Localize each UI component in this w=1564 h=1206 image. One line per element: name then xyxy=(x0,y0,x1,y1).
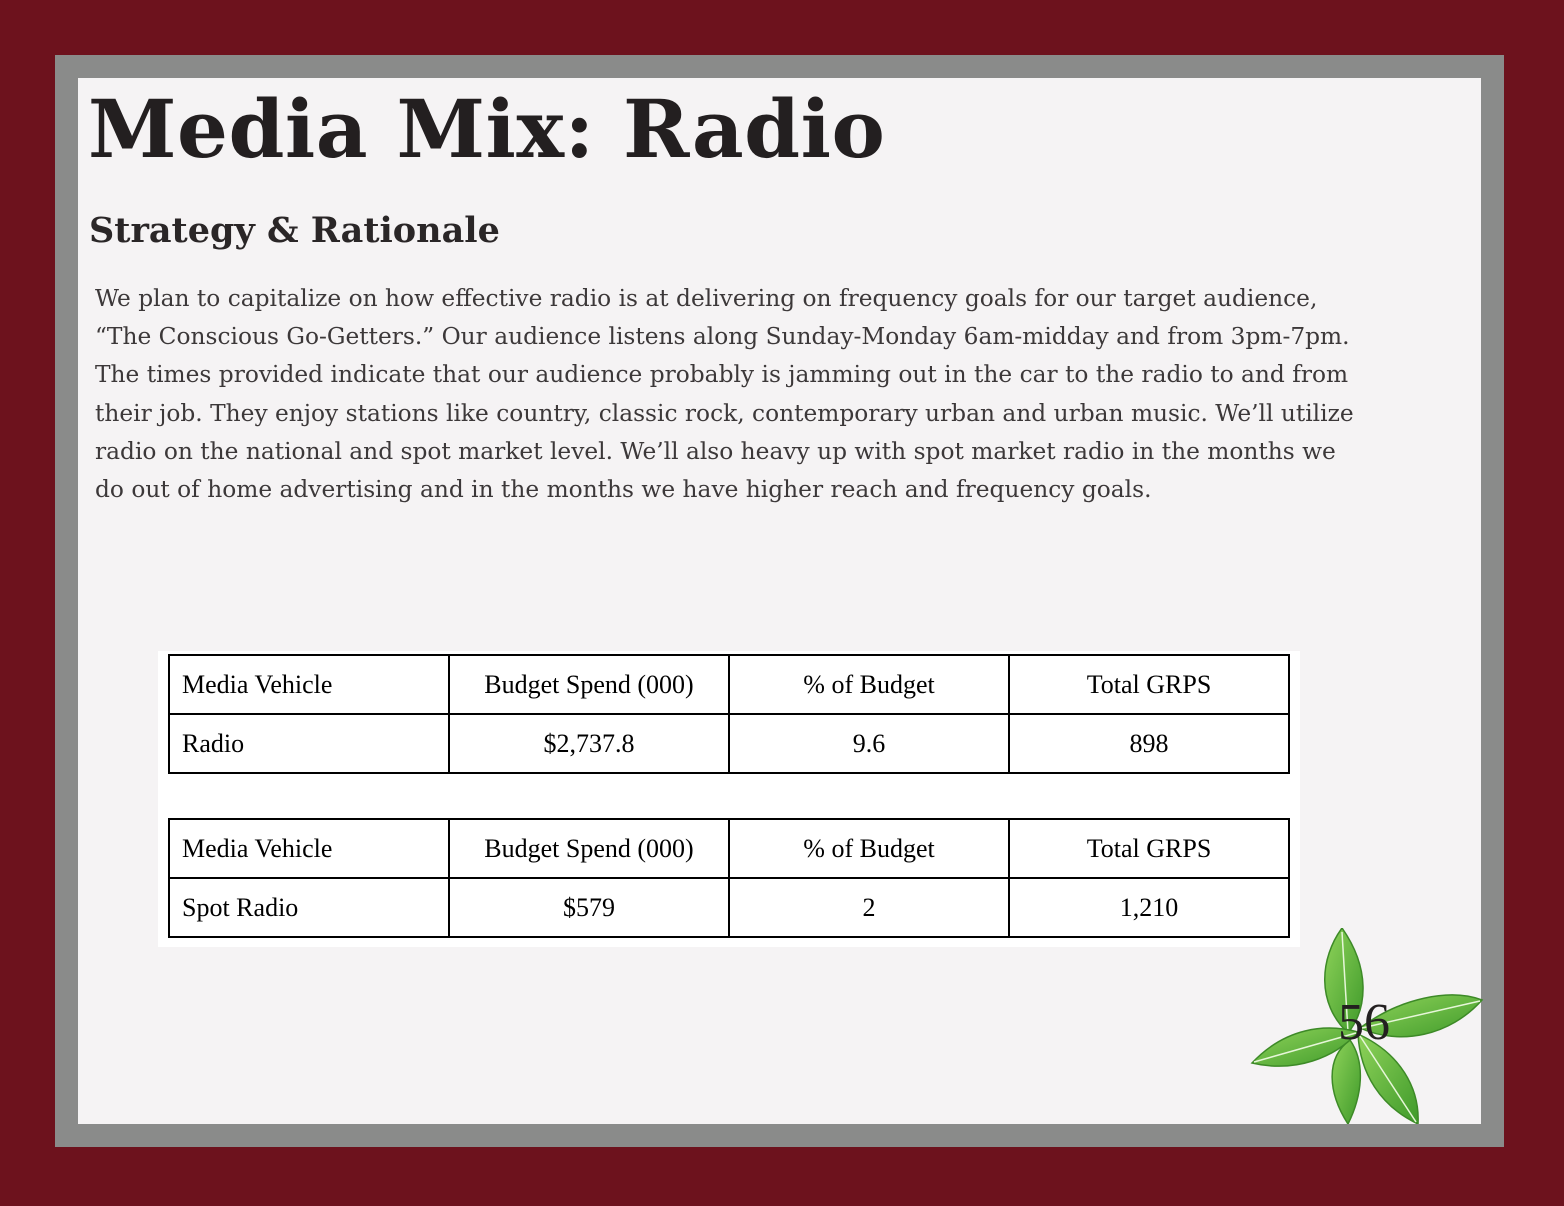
spot-radio-table xyxy=(168,818,1290,938)
header-budget-spend: Budget Spend (000) xyxy=(449,655,729,714)
page-title: Media Mix: Radio xyxy=(88,82,886,176)
table-header-row xyxy=(169,655,1289,714)
table-row xyxy=(169,714,1289,773)
media-tables-panel xyxy=(158,651,1300,947)
cell-budget-spend: $2,737.8 xyxy=(449,714,729,773)
table-row xyxy=(169,878,1289,937)
page-number: 56 xyxy=(1338,994,1390,1051)
cell-media-vehicle: Radio xyxy=(169,714,449,773)
header-percent-budget: % of Budget xyxy=(729,819,1009,878)
header-percent-budget: % of Budget xyxy=(729,655,1009,714)
cell-media-vehicle: Spot Radio xyxy=(169,878,449,937)
header-media-vehicle: Media Vehicle xyxy=(169,655,449,714)
header-budget-spend: Budget Spend (000) xyxy=(449,819,729,878)
radio-table xyxy=(168,654,1290,774)
cell-total-grps: 898 xyxy=(1009,714,1289,773)
cell-budget-spend: $579 xyxy=(449,878,729,937)
section-heading: Strategy & Rationale xyxy=(89,210,500,251)
cell-percent-budget: 9.6 xyxy=(729,714,1009,773)
header-media-vehicle: Media Vehicle xyxy=(169,819,449,878)
header-total-grps: Total GRPS xyxy=(1009,819,1289,878)
table-header-row xyxy=(169,819,1289,878)
header-total-grps: Total GRPS xyxy=(1009,655,1289,714)
cell-total-grps: 1,210 xyxy=(1009,878,1289,937)
slide-page xyxy=(78,78,1481,1124)
strategy-paragraph: We plan to capitalize on how effective radio is at delivering on frequency goals for our target audience, “The Conscious Go-Getters.” Our audience listens along Sunday-Monday 6am-midday and from 3pm-7pm. The times provided indicate that our audience probably is jamming out in the car to the radio to and from their job. They enjoy stations like country, classic rock, contemporary urban and urban music. We’ll utilize radio on the national and spot market level. We’ll also heavy up with spot market radio in the months we do out of home advertising and in the months we have higher reach and frequency goals. xyxy=(95,285,1354,504)
cell-percent-budget: 2 xyxy=(729,878,1009,937)
